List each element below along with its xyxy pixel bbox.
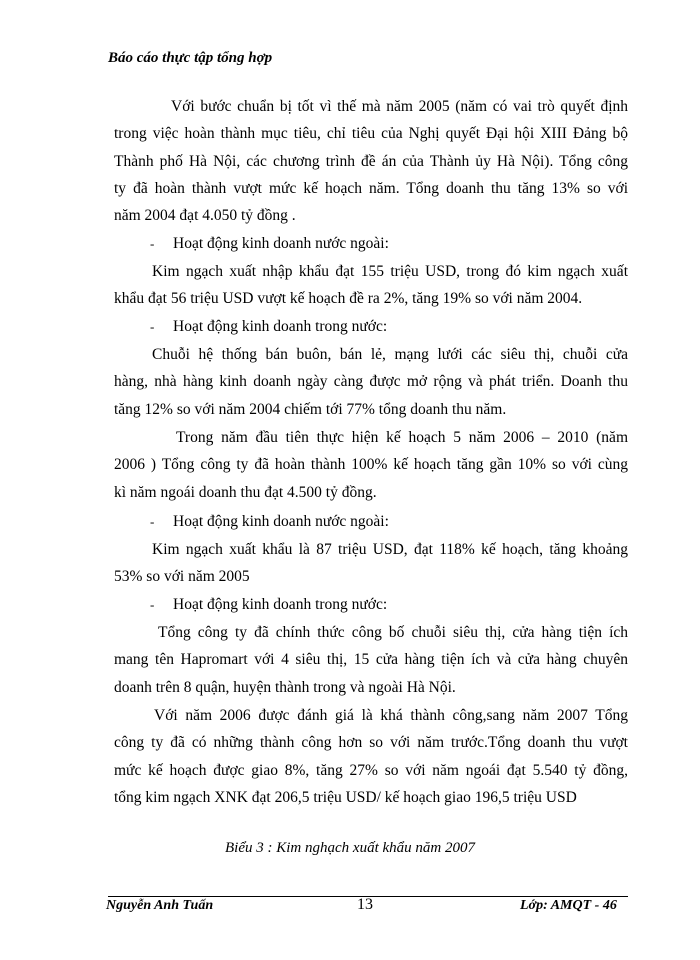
bullet-mark: - [150, 597, 155, 612]
text-line: năm 2004 đạt 4.050 tỷ đồng . [114, 207, 296, 225]
text-line: tổng kim ngạch XNK đạt 206,5 triệu USD/ kế hoạch giao 196,5 triệu USD [114, 788, 577, 806]
bullet-text: Hoạt động kinh doanh trong nước: [173, 318, 388, 335]
text-line: trong việc hoàn thành mục tiêu, chỉ tiêu của Nghị quyết Đại hội XIII Đảng bộ [114, 125, 628, 143]
paragraph-6 [114, 619, 628, 701]
bullet-text: Hoạt động kinh doanh nước ngoài: [173, 235, 389, 252]
text-line: Với năm 2006 được đánh giá là khá thành công,sang năm 2007 Tổng [154, 707, 628, 724]
paragraph-7 [114, 702, 628, 811]
text-line: Thành phố Hà Nội, các chương trình đề án của Thành ủy Hà Nội). Tổng công [114, 152, 628, 170]
text-line: 53% so với năm 2005 [114, 568, 250, 586]
page-number: 13 [357, 896, 373, 913]
bullet-mark: - [150, 514, 155, 529]
bullet-mark: - [150, 319, 155, 334]
text-line: hàng, nhà hàng kinh doanh ngày càng được mở rộng và phát triển. Doanh thu [114, 373, 628, 391]
text-line: mang tên Hapromart với 4 siêu thị, 15 cửa hàng tiện ích và cửa hàng chuyên [114, 651, 628, 669]
bullet-text: Hoạt động kinh doanh nước ngoài: [173, 513, 389, 530]
footer-author: Nguyễn Anh Tuấn [106, 898, 214, 913]
bullet-item [150, 230, 389, 257]
text-line: mức kế hoạch được giao 8%, tăng 27% so với năm ngoái đạt 5.540 tỷ đồng, [114, 761, 628, 779]
text-line: Trong năm đầu tiên thực hiện kế hoạch 5 năm 2006 – 2010 (năm [176, 429, 628, 446]
paragraph-5 [114, 536, 628, 591]
text-line: Chuỗi hệ thống bán buôn, bán lẻ, mạng lưới các siêu thị, chuỗi cửa [152, 346, 628, 363]
bullet-item [150, 313, 387, 340]
page-header: Báo cáo thực tập tổng hợp [108, 50, 273, 66]
bullet-text: Hoạt động kinh doanh trong nước: [173, 596, 388, 613]
text-line: Kim ngạch xuất nhập khẩu đạt 155 triệu USD, trong đó kim ngạch xuất [152, 263, 628, 280]
bullet-mark: - [150, 236, 155, 251]
paragraph-2 [114, 258, 628, 313]
text-line: 2006 ) Tổng công ty đã hoàn thành 100% kế hoạch tăng gần 10% so với cùng [114, 456, 628, 474]
footer-class: Lớp: AMQT - 46 [520, 898, 617, 913]
bullet-item [150, 508, 389, 535]
text-line: kì năm ngoái doanh thu đạt 4.500 tỷ đồng. [114, 483, 377, 501]
text-line: Tổng công ty đã chính thức công bố chuỗi siêu thị, cửa hàng tiện ích [158, 624, 628, 641]
text-line: Với bước chuẩn bị tốt vì thế mà năm 2005 (năm có vai trò quyết định [171, 98, 628, 115]
paragraph-4 [114, 424, 628, 506]
text-line: doanh trên 8 quận, huyện thành trong và ngoài Hà Nội. [114, 678, 456, 696]
text-line: ty đã hoàn thành vượt mức kế hoạch năm. Tổng doanh thu tăng 13% so với [114, 179, 628, 197]
paragraph-1 [114, 93, 628, 229]
bullet-item [150, 591, 387, 618]
paragraph-3 [114, 341, 628, 423]
text-line: tăng 12% so với năm 2004 chiếm tới 77% tổng doanh thu năm. [114, 400, 507, 418]
text-line: công ty đã có những thành công hơn so với năm trước.Tổng doanh thu vượt [114, 734, 628, 752]
text-line: Kim ngạch xuất khẩu là 87 triệu USD, đạt 118% kế hoạch, tăng khoảng [152, 541, 628, 558]
figure-caption: Biểu 3 : Kim nghạch xuất khẩu năm 2007 [225, 840, 475, 856]
text-line: khẩu đạt 56 triệu USD vượt kế hoạch đề ra 2%, tăng 19% so với năm 2004. [114, 290, 583, 308]
